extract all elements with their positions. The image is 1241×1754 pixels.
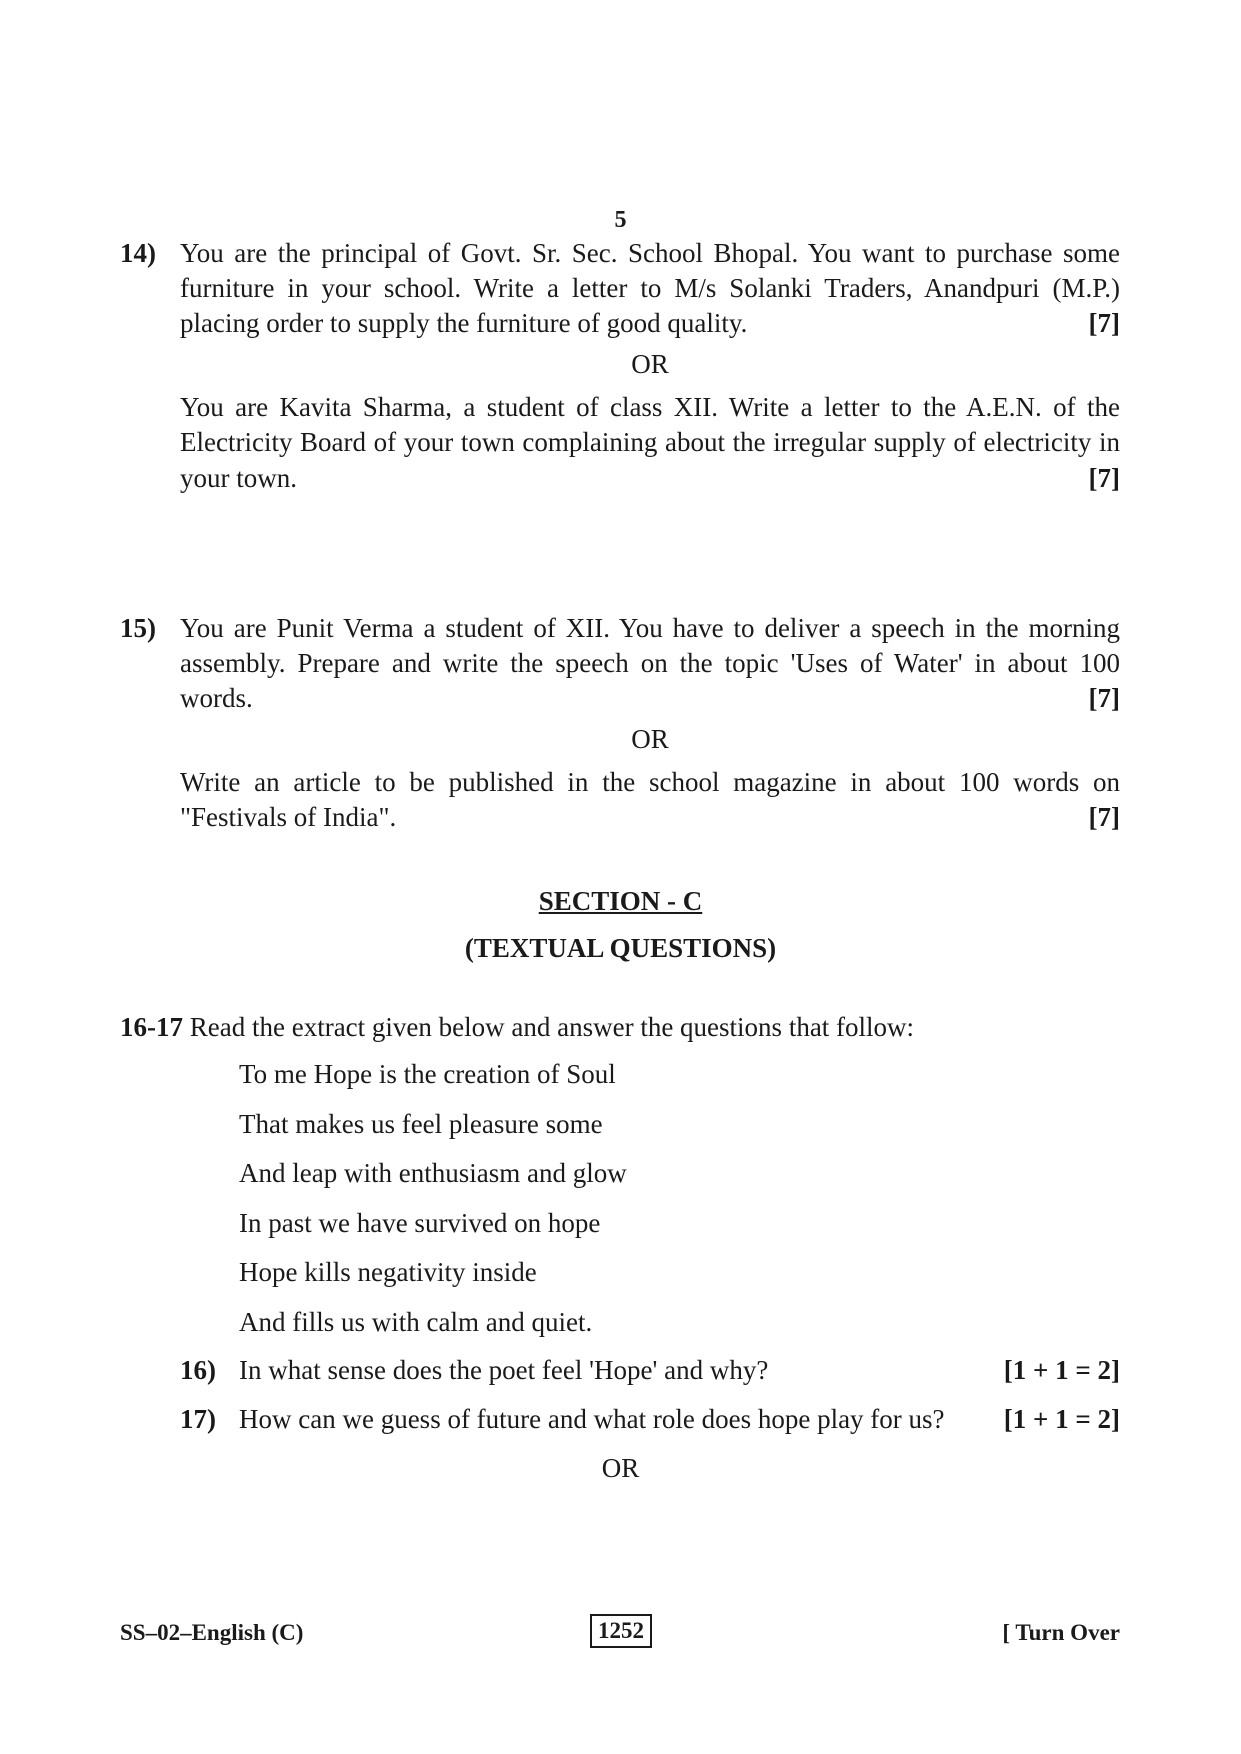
marks: [7] [1088,683,1120,714]
alternative-question-text: Write an article to be published in the school magazine in about 100 words on "Festivals of India". [7] [180,765,1120,835]
question-number: 16-17 [120,1012,183,1042]
poem-line: And fills us with calm and quiet. [239,1306,593,1337]
section-subtitle: (TEXTUAL QUESTIONS) [464,933,777,963]
question-16 [180,1353,1120,1388]
question-number: 16) [180,1355,216,1385]
poem-extract [239,1057,627,1354]
marks: [7] [1088,462,1120,493]
question-17 [180,1402,1120,1437]
question-15 [120,611,1120,836]
page-number: 5 [614,207,627,233]
poem-line: To me Hope is the creation of Soul [239,1059,616,1089]
question-text: How can we guess of future and what role does hope play for us? [1 + 1 = 2] [239,1402,1120,1437]
marks: [7] [1088,802,1120,833]
marks: [1 + 1 = 2] [1003,1404,1120,1434]
poem-line: That makes us feel pleasure some [239,1108,603,1139]
question-text: You are Punit Verma a student of XII. You have to deliver a speech in the morning assembly. Prepare and write the speech on the topic 'Uses of Water' in about 100 words. [7] [180,611,1120,716]
or-separator: OR [601,1453,640,1483]
poem-line: And leap with enthusiasm and glow [239,1158,627,1188]
question-text: In what sense does the poet feel 'Hope' and why? [1 + 1 = 2] [239,1353,1120,1388]
question-14 [120,236,1120,496]
alternative-question-text: You are Kavita Sharma, a student of class XII. Write a letter to the A.E.N. of the Electricity Board of your town complaining about the irregular supply of electricity in your town. [7] [180,390,1120,495]
marks: [1 + 1 = 2] [1003,1355,1120,1385]
poem-line: In past we have survived on hope [239,1207,601,1238]
question-number: 17) [180,1404,216,1434]
poem-line: Hope kills negativity inside [239,1257,537,1287]
paper-code: SS–02–English (C) [120,1620,304,1645]
extract-instruction [120,1010,1120,1045]
or-separator: OR [631,724,669,755]
question-number: 14) [120,238,156,268]
booklet-number: 1252 [590,1614,652,1648]
question-text: You are the principal of Govt. Sr. Sec. School Bhopal. You want to purchase some furniture in your school. Write a letter to M/s Solanki Traders, Anandpuri (M.P.) placing order to supply the furniture of good quality. [7] [180,236,1120,341]
instruction-text: Read the extract given below and answer the questions that follow: [189,1012,915,1042]
section-title: SECTION - C [538,886,703,916]
question-body [180,611,1120,836]
question-body [180,236,1120,496]
or-separator: OR [631,349,669,380]
marks: [7] [1088,308,1120,339]
turn-over-note: [ Turn Over [1002,1620,1120,1645]
question-number: 15) [120,613,156,643]
